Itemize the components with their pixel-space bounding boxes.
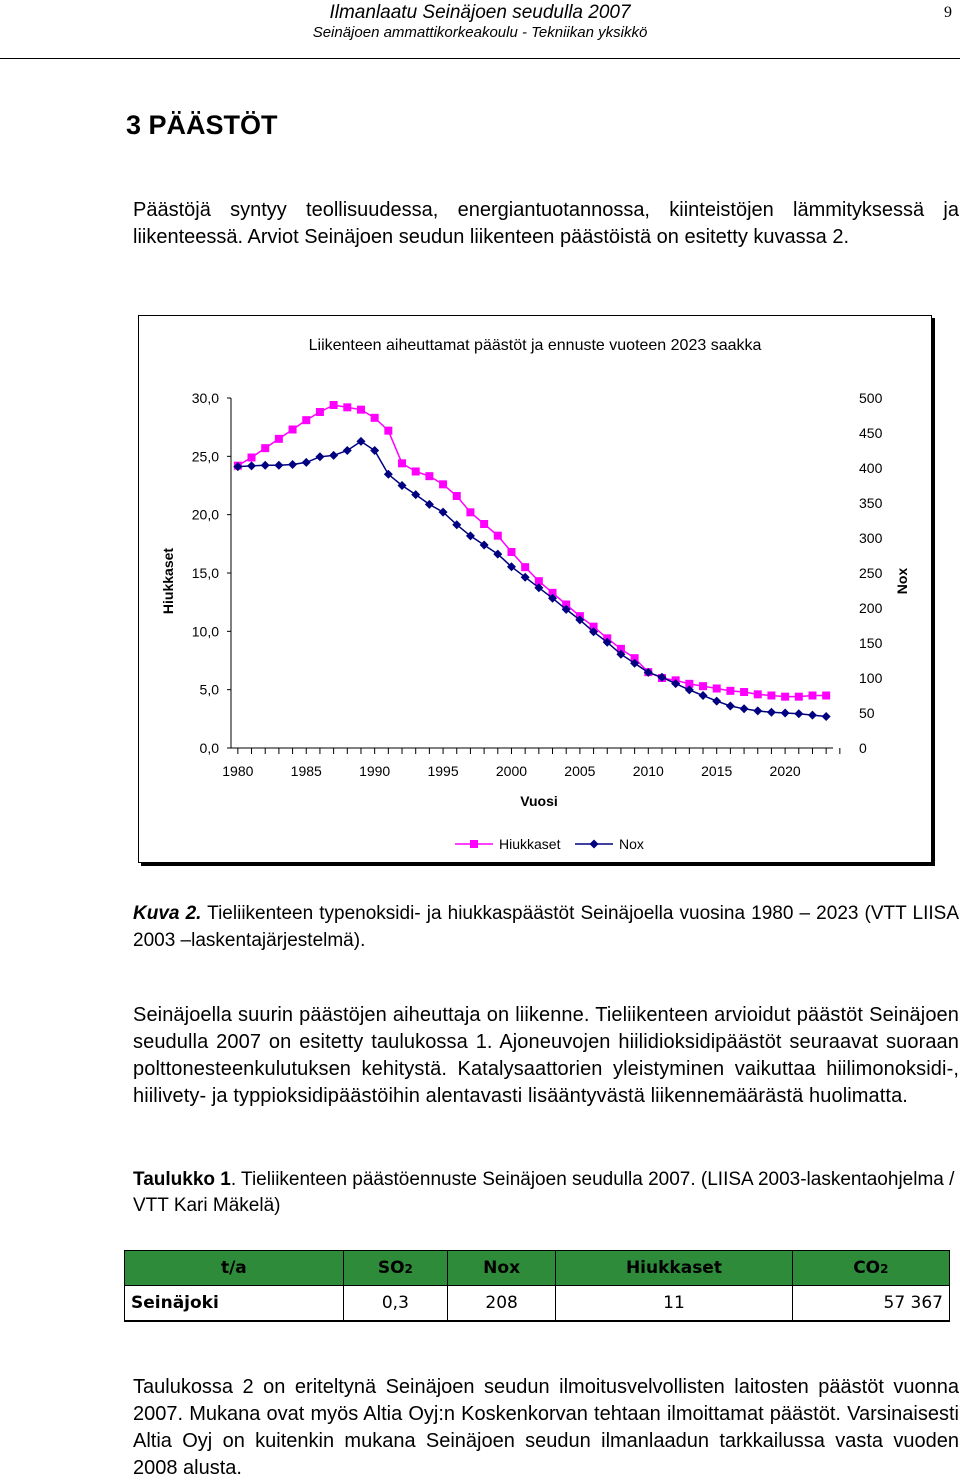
legend-marker-hiukkaset <box>470 840 478 848</box>
y-right-tick-label: 250 <box>859 565 883 581</box>
x-tick-label: 2000 <box>495 763 528 779</box>
section-heading: 3 PÄÄSTÖT <box>126 110 278 140</box>
header-title: Ilmanlaatu Seinäjoen seudulla 2007 <box>329 2 631 23</box>
x-tick-label: 1995 <box>427 763 459 779</box>
chart-svg <box>139 316 931 862</box>
point-nox <box>315 452 324 461</box>
point-hiukkaset <box>808 692 816 700</box>
chart-title: Liikenteen aiheuttamat päästöt ja ennuste vuoteen 2023 saakka <box>308 337 762 354</box>
table-caption <box>133 1167 959 1219</box>
point-hiukkaset <box>740 688 748 696</box>
point-nox <box>781 709 790 718</box>
legend-label-nox: Nox <box>619 836 644 852</box>
point-hiukkaset <box>726 687 734 695</box>
table-header-cell: Hiukkaset <box>556 1251 793 1286</box>
table-cell: 208 <box>448 1286 556 1322</box>
point-nox <box>480 541 489 550</box>
point-hiukkaset <box>494 532 502 540</box>
y-right-tick-label: 0 <box>859 740 867 756</box>
point-hiukkaset <box>699 682 707 690</box>
point-nox <box>699 691 708 700</box>
table-header-cell: CO2 <box>792 1251 949 1286</box>
point-nox <box>343 446 352 455</box>
y-right-tick-label: 400 <box>859 460 883 476</box>
point-hiukkaset <box>330 401 338 409</box>
y-right-tick-label: 50 <box>859 705 875 721</box>
point-nox <box>712 697 721 706</box>
y-right-tick-label: 150 <box>859 635 883 651</box>
y-left-tick-label: 0,0 <box>199 740 219 756</box>
point-hiukkaset <box>795 693 803 701</box>
figure-caption <box>133 900 959 954</box>
point-nox <box>329 451 338 460</box>
point-hiukkaset <box>425 472 433 480</box>
table-header-cell: Nox <box>448 1251 556 1286</box>
y-right-tick-label: 450 <box>859 425 883 441</box>
y-left-axis-title: Hiukkaset <box>160 547 176 615</box>
y-right-tick-label: 200 <box>859 600 883 616</box>
point-hiukkaset <box>480 520 488 528</box>
x-tick-label: 1990 <box>359 763 391 779</box>
table-caption-label: Taulukko 1 <box>133 1169 231 1190</box>
x-tick-label: 2005 <box>564 763 596 779</box>
paragraph-3: Taulukossa 2 on eriteltynä Seinäjoen seudun ilmoitusvelvollisten laitosten päästöt vuonna 2007. Mukana ovat myös Altia Oyj:n Koskenkorvan tehtaan ilmoittamat päästöt. Varsinaisesti Altia Oyj on kuitenkin mukana Seinäjoen seudun ilmanlaadun tarkkailussa vasta vuoden 2008 alusta. <box>133 1376 959 1479</box>
point-hiukkaset <box>466 508 474 516</box>
emissions-table <box>124 1250 950 1322</box>
point-hiukkaset <box>754 690 762 698</box>
header-divider <box>0 58 960 59</box>
emissions-chart <box>138 315 932 863</box>
y-left-tick-label: 20,0 <box>191 506 219 523</box>
point-nox <box>274 461 283 470</box>
legend-label-hiukkaset: Hiukkaset <box>499 836 561 852</box>
y-right-tick-label: 300 <box>859 530 883 546</box>
point-hiukkaset <box>822 692 830 700</box>
point-nox <box>822 712 831 721</box>
point-hiukkaset <box>412 468 420 476</box>
table-cell: 11 <box>556 1286 793 1322</box>
point-hiukkaset <box>302 416 310 424</box>
x-axis-title: Vuosi <box>520 793 558 809</box>
table-header-cell: t/a <box>125 1251 344 1286</box>
point-hiukkaset <box>261 444 269 452</box>
point-hiukkaset <box>343 403 351 411</box>
page-number: 9 <box>944 4 952 21</box>
figure-caption-label: Kuva 2. <box>133 903 202 924</box>
figure-caption-text: Tieliikenteen typenoksidi- ja hiukkaspäästöt Seinäjoella vuosina 1980 – 2023 (VTT LIISA 2003 –laskentajärjestelmä). <box>133 903 959 951</box>
table-caption-text: . Tieliikenteen päästöennuste Seinäjoen seudulla 2007. (LIISA 2003-laskentaohjelma / VTT Kari Mäkelä) <box>133 1169 955 1216</box>
page-header <box>0 0 960 60</box>
point-hiukkaset <box>248 454 256 462</box>
point-hiukkaset <box>713 685 721 693</box>
table-row-label: Seinäjoki <box>125 1286 344 1322</box>
y-left-tick-label: 30,0 <box>191 390 219 406</box>
point-hiukkaset <box>384 427 392 435</box>
point-hiukkaset <box>275 435 283 443</box>
series-line-nox <box>238 441 826 716</box>
paragraph-2: Seinäjoella suurin päästöjen aiheuttaja on liikenne. Tieliikenteen arvioidut päästöt Seinäjoen seudulla 2007 on esitetty taulukossa 1. Ajoneuvojen hiilidioksidipäästöt seuraavat suoraan polttonesteenkulutuksen kehitystä. Katalysaattorien yleistyminen vaikuttaa hiilimonoksidi-, hiilivety- ja typpioksidipäästöihin alentavasti lisääntyvästä liikennemäärästä huolimatta. <box>133 1004 959 1107</box>
table-header-cell: SO2 <box>343 1251 447 1286</box>
point-nox <box>808 711 817 720</box>
x-tick-label: 1985 <box>290 763 322 779</box>
y-left-tick-label: 10,0 <box>191 623 219 640</box>
header-subtitle: Seinäjoen ammattikorkeakoulu - Tekniikan yksikkö <box>312 24 648 41</box>
x-tick-label: 2010 <box>632 763 664 779</box>
point-hiukkaset <box>767 692 775 700</box>
y-left-tick-label: 25,0 <box>191 448 219 465</box>
y-left-tick-label: 15,0 <box>191 565 219 581</box>
point-nox <box>726 702 735 711</box>
table-cell: 57 367 <box>792 1286 949 1322</box>
series-line-hiukkaset <box>238 405 826 697</box>
point-hiukkaset <box>289 426 297 434</box>
point-nox <box>740 704 749 713</box>
point-hiukkaset <box>781 693 789 701</box>
point-hiukkaset <box>316 408 324 416</box>
point-nox <box>356 437 365 446</box>
point-hiukkaset <box>371 414 379 422</box>
table-row <box>125 1286 950 1322</box>
point-hiukkaset <box>521 563 529 571</box>
x-tick-label: 2015 <box>701 763 733 779</box>
x-tick-label: 1980 <box>222 763 254 779</box>
point-nox <box>370 446 379 455</box>
point-nox <box>288 460 297 469</box>
point-hiukkaset <box>439 480 447 488</box>
x-tick-label: 2020 <box>769 763 801 779</box>
point-hiukkaset <box>453 492 461 500</box>
point-hiukkaset <box>507 548 515 556</box>
table-cell: 0,3 <box>343 1286 447 1322</box>
y-left-tick-label: 5,0 <box>199 681 219 698</box>
point-nox <box>247 461 256 470</box>
point-hiukkaset <box>357 406 365 414</box>
point-nox <box>302 458 311 467</box>
point-nox <box>794 709 803 718</box>
point-nox <box>261 461 270 470</box>
point-hiukkaset <box>398 459 406 467</box>
y-right-tick-label: 350 <box>859 495 883 511</box>
point-nox <box>753 706 762 715</box>
y-right-axis-title: Nox <box>894 567 910 595</box>
table-header-row <box>125 1251 950 1286</box>
y-right-tick-label: 500 <box>859 390 883 406</box>
legend-marker-nox <box>590 840 599 849</box>
intro-paragraph: Päästöjä syntyy teollisuudessa, energiantuotannossa, kiinteistöjen lämmityksessä ja liikenteessä. Arviot Seinäjoen seudun liikenteen päästöistä on esitetty kuvassa 2. <box>133 199 959 248</box>
y-right-tick-label: 100 <box>859 670 883 686</box>
point-nox <box>767 708 776 717</box>
